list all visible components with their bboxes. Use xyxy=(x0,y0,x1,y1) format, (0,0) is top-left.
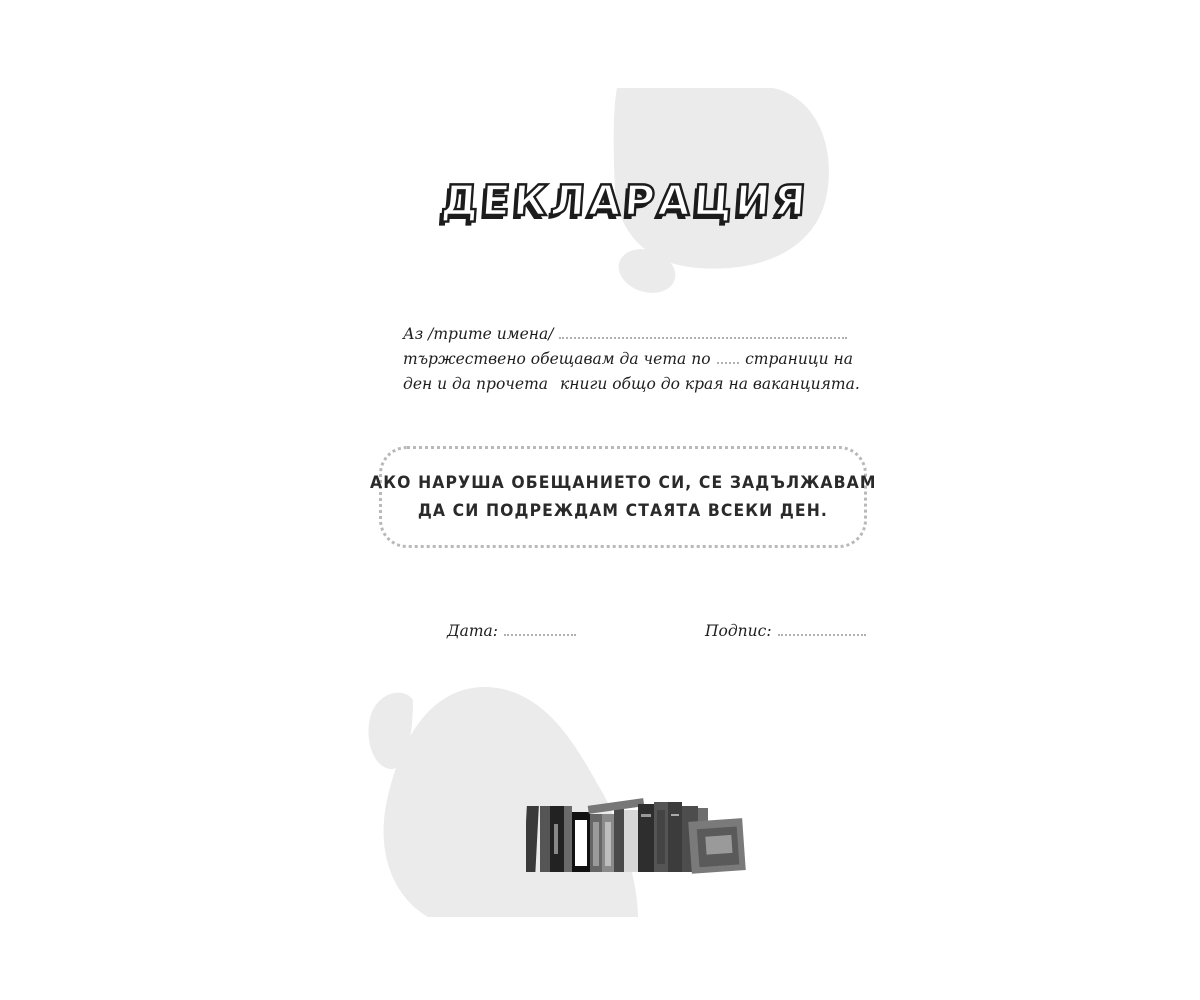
page-title: ДЕКЛАРАЦИЯ xyxy=(439,176,811,225)
pledge-box xyxy=(369,446,877,548)
signature-label: Подпис: xyxy=(705,622,772,640)
pledge-line-2: ДА СИ ПОДРЕЖДАМ СТАЯТА ВСЕКИ ДЕН. xyxy=(417,501,829,521)
signature-blank[interactable] xyxy=(778,622,866,636)
pages-label-end: страници на xyxy=(745,350,853,368)
pages-blank[interactable] xyxy=(717,350,740,364)
pages-line xyxy=(403,347,853,372)
decorative-blob-small xyxy=(617,247,677,295)
declaration-text xyxy=(403,322,860,397)
pledge-line-1: АКО НАРУША ОБЕЩАНИЕТО СИ, СЕ ЗАДЪЛЖАВАМ xyxy=(369,473,877,493)
pages-label-start: тържествено обещавам да чета по xyxy=(403,350,711,368)
date-field xyxy=(447,622,582,640)
books-label-end: книги общо до края на ваканцията. xyxy=(560,375,860,393)
name-blank[interactable] xyxy=(559,325,847,339)
books-line xyxy=(403,372,860,397)
date-label: Дата: xyxy=(447,622,499,640)
books-label-start: ден и да прочета xyxy=(403,375,549,393)
date-blank[interactable] xyxy=(504,622,576,636)
name-label: Аз /трите имена/ xyxy=(403,325,554,343)
name-line xyxy=(403,322,853,347)
signature-field xyxy=(705,622,872,640)
books-shelf-icon xyxy=(526,784,746,876)
